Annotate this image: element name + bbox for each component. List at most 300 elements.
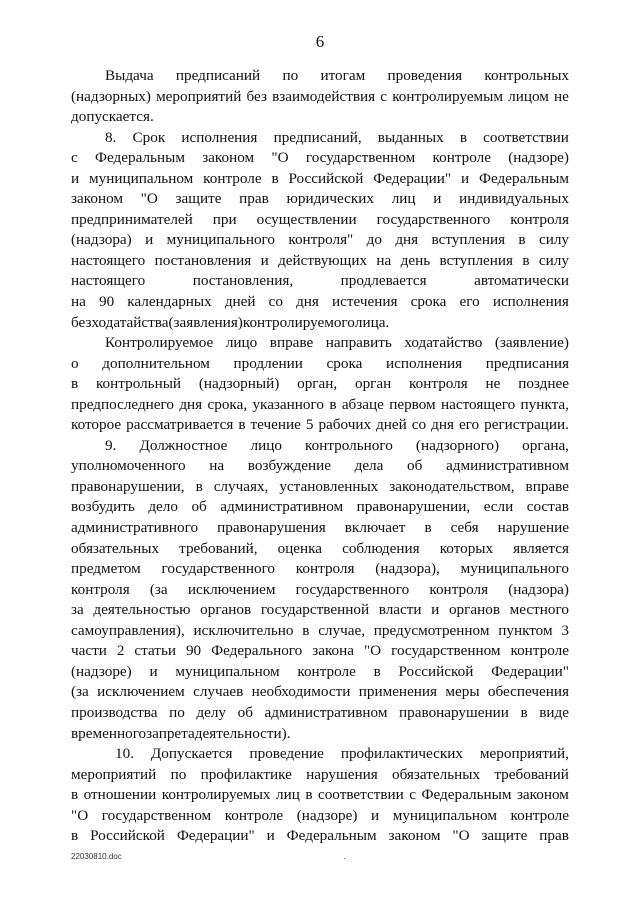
word: контрольный (95, 375, 182, 393)
text-line (71, 724, 569, 745)
word: лиц (275, 786, 300, 804)
text-line (71, 785, 569, 806)
word: срока (326, 354, 363, 372)
word: контроле (510, 642, 569, 660)
word: государственном (391, 642, 501, 660)
word: "О (71, 806, 89, 824)
word: обязательных (71, 539, 160, 557)
word: его (459, 293, 480, 311)
word: дней (376, 416, 407, 434)
text-line (71, 189, 569, 210)
word: срока (410, 293, 447, 311)
word: 2 (116, 642, 125, 660)
word: позднее (518, 375, 569, 393)
word: в (71, 375, 79, 393)
word: Контролируемое (105, 334, 214, 352)
word: (надзорный) (198, 375, 280, 393)
word: дня (179, 395, 203, 413)
word: государственного (376, 210, 491, 228)
word: исключением (187, 580, 276, 598)
word: на (376, 251, 392, 269)
word: уполномоченного (71, 457, 186, 475)
text-line (71, 313, 569, 334)
word: случаев (193, 683, 244, 701)
word: местного (509, 601, 569, 619)
word: в (520, 703, 528, 721)
text-line (71, 765, 569, 786)
word: Федерального (211, 642, 303, 660)
word: не (485, 375, 501, 393)
word: в (71, 827, 79, 845)
word: и (145, 231, 154, 249)
word: делу (196, 703, 227, 721)
word: Российской (288, 169, 364, 187)
word: вступления (431, 231, 506, 249)
word: прав (539, 827, 569, 845)
word: муниципального (460, 560, 569, 578)
text-line (71, 621, 569, 642)
word: без (71, 313, 92, 331)
text-line (71, 230, 569, 251)
word: контролируемого (242, 313, 355, 331)
text-line (71, 806, 569, 827)
word: власти (378, 601, 422, 619)
word: с (380, 87, 388, 105)
word: постановления (154, 251, 252, 269)
word: орган (354, 375, 392, 393)
word: Федеральным (479, 169, 569, 187)
word: выданных (377, 128, 444, 146)
word: контрольных (484, 67, 569, 84)
word: дело (148, 498, 178, 516)
word: защите (175, 190, 222, 208)
word: предписаний, (273, 128, 362, 146)
word: с (409, 786, 417, 804)
word: со (268, 293, 283, 311)
word: и (371, 806, 380, 824)
word: 90 (98, 293, 115, 311)
word: государственной (260, 601, 370, 619)
word: (надзорных) (71, 87, 151, 105)
word: вправе (525, 477, 569, 495)
word: самоуправления), (71, 621, 185, 639)
word: рассматривается (126, 416, 234, 434)
word: состав (526, 498, 569, 516)
text-line (71, 292, 569, 313)
word: возбудить (71, 498, 135, 516)
word: административного (71, 519, 199, 537)
text-line (71, 580, 569, 601)
word: и (431, 601, 440, 619)
word: мероприятий (71, 765, 157, 783)
word: государственного (161, 560, 276, 578)
text-line (71, 600, 569, 621)
word: в (238, 416, 246, 434)
word: предпринимателей (71, 210, 193, 228)
word: предписаний (175, 67, 261, 84)
word: законом (71, 190, 123, 208)
word: деятельностью (93, 601, 191, 619)
text-line (71, 539, 569, 560)
word: обязательных (391, 765, 481, 783)
word: и (461, 169, 470, 187)
word: Допускается (150, 745, 233, 763)
word: соответствии (317, 786, 404, 804)
word: 90 (185, 642, 202, 660)
word: указанного (252, 395, 324, 413)
text-line (71, 456, 569, 477)
word: в (424, 519, 432, 537)
word: лицом (508, 87, 549, 105)
word: прав (239, 190, 269, 208)
word: Срок (132, 128, 166, 146)
word: контроле (297, 662, 356, 680)
word: его (458, 416, 480, 434)
document-body (71, 66, 569, 847)
word: исполнения (386, 354, 463, 372)
word: силу (538, 251, 569, 269)
word: юридических (286, 190, 375, 208)
text-line (71, 744, 569, 765)
word: истечения (332, 293, 398, 311)
word: нарушения (306, 765, 378, 783)
word: предпоследнего (71, 395, 174, 413)
word: исполнения (181, 128, 258, 146)
word: контроле (203, 169, 262, 187)
word: настоящего (71, 272, 146, 290)
word: первом (389, 395, 436, 413)
text-line (71, 662, 569, 683)
scan-dot (344, 858, 345, 859)
word: административном (264, 703, 388, 721)
text-line (71, 251, 569, 272)
text-line (71, 518, 569, 539)
word: Российской (398, 662, 474, 680)
word: взаимодействия (272, 87, 376, 105)
word: контроля (510, 210, 569, 228)
word: Федерации" (491, 662, 569, 680)
text-line (71, 682, 569, 703)
word: по (169, 703, 185, 721)
word: индивидуальных (459, 190, 569, 208)
word: со (411, 416, 427, 434)
word: профилактических (340, 745, 463, 763)
word: автоматически (474, 272, 569, 290)
word: контроле (224, 806, 284, 824)
word: проведения (387, 67, 463, 84)
word: 8. (105, 128, 117, 146)
word: муниципальном (89, 169, 194, 187)
word: исключением (97, 683, 185, 701)
word: правонарушения (217, 519, 326, 537)
word: на (71, 293, 86, 311)
word: 10. (115, 745, 134, 763)
word: государственном (101, 806, 212, 824)
word: исключительно (193, 621, 294, 639)
word: (за (149, 580, 168, 598)
word: итогам (320, 67, 366, 84)
word: производства (71, 703, 158, 721)
word: требований (494, 765, 569, 783)
word: (заявление) (494, 334, 569, 352)
text-line (71, 415, 569, 436)
word: контроля" (288, 231, 354, 249)
word: рабочих (318, 416, 372, 434)
word: дела (354, 457, 384, 475)
word: до (366, 231, 382, 249)
word: органа, (522, 436, 569, 454)
word: (надзоре) (296, 806, 358, 824)
word: органов (200, 601, 252, 619)
word: вправе (269, 334, 314, 352)
word: Должностное (139, 436, 228, 454)
text-line (71, 703, 569, 724)
footer-file-name: 22030810.doc (71, 852, 122, 861)
word: вступления (439, 251, 514, 269)
word: контроле (510, 806, 569, 824)
text-line (71, 128, 569, 149)
word: дня (431, 416, 454, 434)
word: срока, (207, 395, 248, 413)
word: в (459, 128, 467, 146)
word: календарных (127, 293, 212, 311)
word: пунктом (498, 621, 553, 639)
word: об (237, 703, 253, 721)
text-line (71, 641, 569, 662)
word: контролируемым (392, 87, 503, 105)
word: которое (71, 416, 122, 434)
word: контроле (432, 149, 491, 167)
word: Федеральным (286, 827, 377, 845)
word: виде (539, 703, 569, 721)
word: себя (450, 519, 479, 537)
word: муниципального (166, 231, 275, 249)
word: в (329, 395, 337, 413)
word: случаях, (213, 477, 269, 495)
word: обеспечения (487, 683, 569, 701)
word: закона (312, 642, 355, 660)
word: абзаце (341, 395, 384, 413)
word: Российской (90, 827, 165, 845)
word: нарушение (497, 519, 569, 537)
word: государственного (295, 580, 410, 598)
word: защите (481, 827, 528, 845)
word: административном (220, 498, 344, 516)
word: на (209, 457, 225, 475)
word: в (302, 621, 310, 639)
word: ходатайства (91, 313, 169, 331)
word: и (149, 662, 158, 680)
word: (надзора) (508, 580, 569, 598)
word: "О (363, 642, 382, 660)
word: пункта, (520, 395, 569, 413)
word: законом (516, 786, 569, 804)
word: постановления, (192, 272, 294, 290)
word: лицо (225, 334, 258, 352)
word: государственном (305, 149, 416, 167)
word: об (407, 457, 423, 475)
word: продлевается (340, 272, 427, 290)
word: и (266, 827, 275, 845)
word: Федерации" (176, 827, 255, 845)
word: 5 (305, 416, 314, 434)
word: запрета (146, 724, 195, 742)
text-line (71, 271, 569, 292)
text-line (71, 333, 569, 354)
word: контрольного (305, 436, 393, 454)
word: контроля (429, 580, 489, 598)
text-line (71, 497, 569, 518)
word: (надзоре) (71, 662, 132, 680)
text-line (71, 374, 569, 395)
word: Федеральным (95, 149, 185, 167)
word: мероприятий (156, 87, 242, 105)
page-number: 6 (315, 32, 325, 51)
word: исполнения (492, 293, 569, 311)
word: предметом (71, 560, 141, 578)
word: возбуждение (247, 457, 331, 475)
word: профилактике (200, 765, 292, 783)
word: ходатайство (404, 334, 483, 352)
word: соответствии (483, 128, 569, 146)
word: направить (325, 334, 392, 352)
text-line (71, 148, 569, 169)
word: законом (202, 149, 255, 167)
word: установленных (279, 477, 379, 495)
word: дня (296, 293, 319, 311)
word: деятельности). (194, 724, 291, 742)
text-line (71, 107, 569, 128)
word: дней (224, 293, 256, 311)
word: предусмотренном (373, 621, 490, 639)
word: (за (71, 683, 89, 701)
word: правонарушении (399, 703, 509, 721)
word: Федерации" (373, 169, 452, 187)
word: в (305, 786, 313, 804)
word: предписания (485, 354, 569, 372)
word: дополнительном (102, 354, 210, 372)
text-line (71, 436, 569, 457)
word: если (483, 498, 514, 516)
word: правонарушении, (71, 477, 185, 495)
word: лиц (391, 190, 416, 208)
word: муниципальном (175, 662, 280, 680)
word: в (518, 231, 526, 249)
word: по (170, 765, 187, 783)
word: применения (358, 683, 438, 701)
text-line (71, 66, 569, 87)
word: случае, (318, 621, 366, 639)
word: 9. (105, 436, 117, 454)
word: Выдача (105, 67, 154, 84)
word: законом (388, 827, 441, 845)
word: "О (271, 149, 289, 167)
word: допускается. (71, 108, 154, 126)
word: в (271, 169, 279, 187)
word: по (282, 67, 299, 84)
word: течение (250, 416, 301, 434)
word: соблюдения (342, 539, 420, 557)
word: с (71, 149, 78, 167)
word: является (513, 539, 569, 557)
word: настоящего (71, 251, 146, 269)
text-line (71, 559, 569, 580)
word: (заявления) (168, 313, 243, 331)
word: день (400, 251, 431, 269)
word: в (71, 786, 79, 804)
word: при (212, 210, 237, 228)
word: законодательством, (389, 477, 515, 495)
word: и (433, 190, 442, 208)
text-line (71, 477, 569, 498)
word: о (71, 354, 79, 372)
word: (надзора), (375, 560, 440, 578)
word: и (260, 251, 269, 269)
word: которых (439, 539, 494, 557)
word: Федеральным (421, 786, 512, 804)
word: включает (344, 519, 406, 537)
word: органов (448, 601, 500, 619)
word: временного (71, 724, 147, 742)
word: части (71, 642, 107, 660)
word: проведение (249, 745, 324, 763)
text-line (71, 210, 569, 231)
word: лица. (354, 313, 390, 331)
word: муниципальном (392, 806, 497, 824)
word: регистрации. (484, 416, 569, 434)
word: об (191, 498, 207, 516)
word: отношении (83, 786, 157, 804)
word: орган, (297, 375, 338, 393)
word: "О (140, 190, 158, 208)
word: дня (395, 231, 419, 249)
word: "О (452, 827, 470, 845)
word: необходимости (251, 683, 351, 701)
word: в (373, 662, 381, 680)
word: контроля (409, 375, 468, 393)
word: контроля (295, 560, 355, 578)
word: контролируемых (161, 786, 271, 804)
word: 3 (561, 621, 569, 639)
word: в (522, 251, 530, 269)
word: меры (445, 683, 480, 701)
word: (надзора) (71, 231, 132, 249)
word: силу (538, 231, 569, 249)
word: и (71, 169, 80, 187)
word: статьи (134, 642, 176, 660)
word: настоящего (441, 395, 516, 413)
word: контроля (71, 580, 130, 598)
word: (надзорного) (415, 436, 500, 454)
word: административном (446, 457, 569, 475)
word: не (554, 87, 569, 105)
word: требований, (179, 539, 258, 557)
text-line (71, 169, 569, 190)
text-line (71, 87, 569, 108)
word: осуществлении (256, 210, 357, 228)
word: мероприятий, (479, 745, 569, 763)
text-line (71, 354, 569, 375)
word: действующих (278, 251, 368, 269)
word: без (246, 87, 267, 105)
word: (надзоре) (508, 149, 569, 167)
text-line (71, 395, 569, 416)
word: лицо (250, 436, 282, 454)
word: в (195, 477, 203, 495)
word: продлении (233, 354, 303, 372)
word: оценка (277, 539, 323, 557)
word: правонарушении, (356, 498, 471, 516)
